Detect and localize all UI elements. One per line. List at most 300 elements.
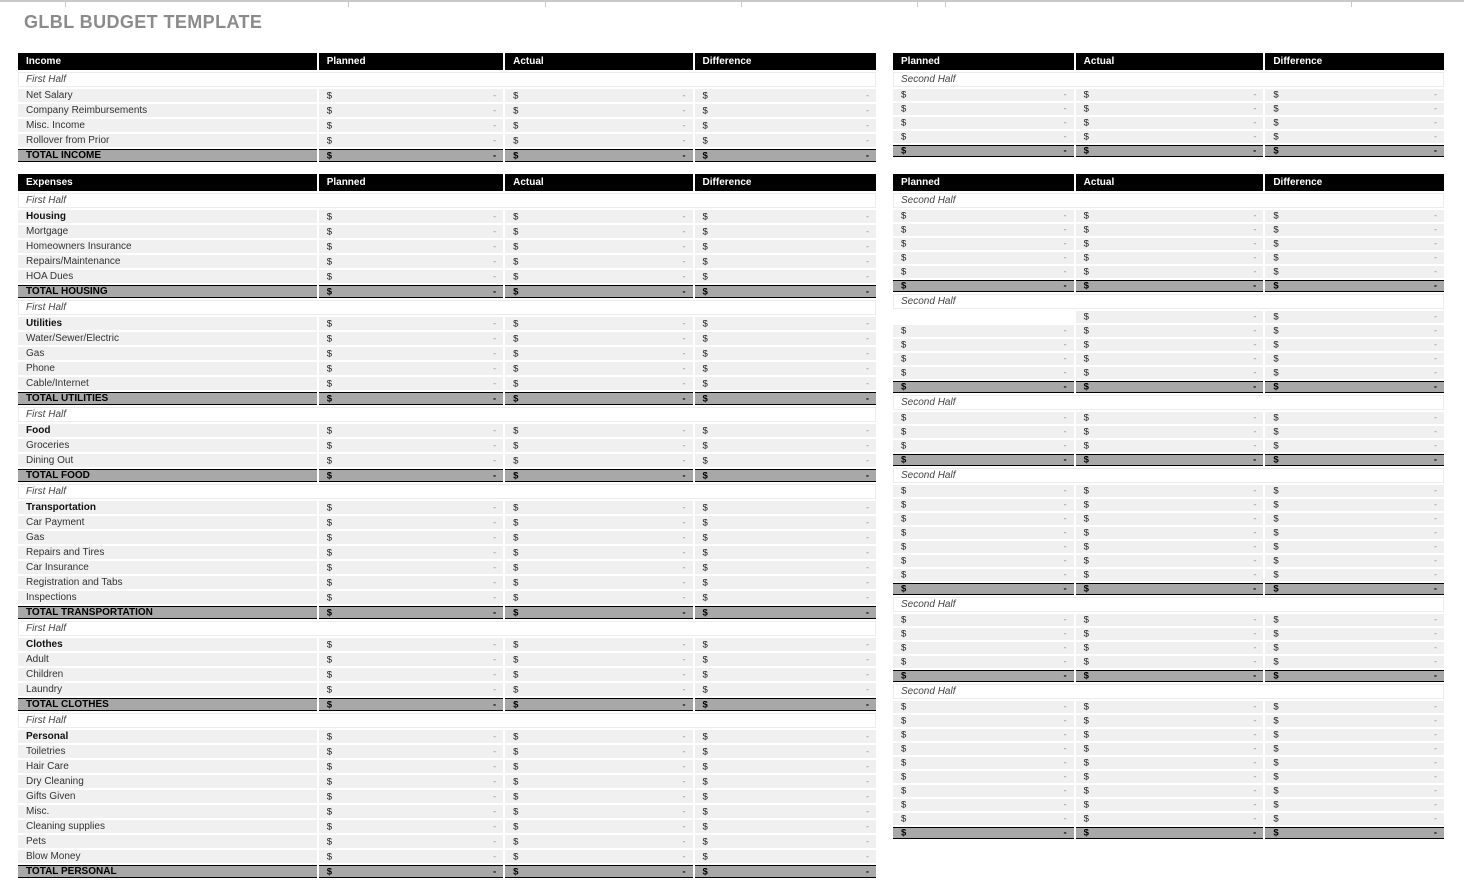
money-cell[interactable]: [319, 240, 503, 253]
money-cell[interactable]: [505, 683, 692, 696]
money-cell[interactable]: [1265, 89, 1444, 101]
money-cell[interactable]: [319, 104, 503, 117]
money-cell[interactable]: [1076, 541, 1264, 553]
money-cell[interactable]: [1265, 412, 1444, 424]
money-cell[interactable]: [505, 362, 692, 375]
cell-value: -: [865, 393, 869, 404]
money-cell[interactable]: [695, 424, 876, 437]
currency-symbol: $: [326, 440, 332, 451]
currency-symbol: $: [1083, 89, 1089, 101]
money-cell[interactable]: [893, 771, 1074, 783]
money-cell[interactable]: [1265, 499, 1444, 511]
money-cell[interactable]: [505, 225, 692, 238]
money-cell[interactable]: [1265, 757, 1444, 769]
money-cell[interactable]: [1265, 426, 1444, 438]
cell-value: -: [866, 271, 869, 281]
money-cell[interactable]: [695, 638, 876, 651]
money-cell[interactable]: [695, 270, 876, 283]
table-row: [18, 270, 876, 283]
total-row: [18, 698, 876, 711]
money-cell[interactable]: [1076, 656, 1264, 668]
category-label: Clothes: [18, 638, 317, 651]
currency-symbol: $: [1083, 757, 1089, 769]
currency-symbol: $: [326, 378, 332, 389]
money-cell[interactable]: [893, 210, 1074, 222]
money-cell[interactable]: [1076, 771, 1264, 783]
currency-symbol: $: [326, 532, 332, 543]
money-cell[interactable]: [1076, 325, 1264, 337]
money-cell[interactable]: [893, 642, 1074, 654]
money-cell[interactable]: [1076, 89, 1264, 101]
currency-symbol: $: [901, 701, 907, 713]
currency-symbol: $: [901, 670, 907, 682]
money-cell[interactable]: [319, 531, 503, 544]
money-cell[interactable]: [319, 576, 503, 589]
money-cell[interactable]: [319, 820, 503, 833]
cell-value: -: [493, 684, 497, 694]
money-cell[interactable]: [1076, 628, 1264, 640]
money-cell[interactable]: [893, 541, 1074, 553]
currency-symbol: $: [901, 827, 907, 839]
money-cell[interactable]: [1265, 117, 1444, 129]
money-cell[interactable]: [893, 656, 1074, 668]
currency-symbol: $: [326, 791, 332, 802]
money-cell[interactable]: [1265, 743, 1444, 755]
money-cell[interactable]: [319, 516, 503, 529]
money-cell[interactable]: [1076, 701, 1264, 713]
money-cell[interactable]: [695, 730, 876, 743]
money-cell[interactable]: [1076, 729, 1264, 741]
money-cell[interactable]: [695, 439, 876, 452]
money-cell[interactable]: [893, 513, 1074, 525]
money-cell[interactable]: [319, 591, 503, 604]
money-cell[interactable]: [1076, 527, 1264, 539]
money-cell[interactable]: [695, 255, 876, 268]
cell-value: -: [492, 393, 497, 404]
money-cell[interactable]: [505, 790, 692, 803]
cell-value: -: [682, 90, 686, 100]
currency-symbol: $: [513, 577, 519, 588]
money-cell[interactable]: [695, 653, 876, 666]
money-cell[interactable]: [1076, 799, 1264, 811]
money-cell[interactable]: [1076, 485, 1264, 497]
money-cell[interactable]: [1265, 513, 1444, 525]
money-cell[interactable]: [319, 362, 503, 375]
money-cell[interactable]: [319, 454, 503, 467]
money-cell[interactable]: [893, 440, 1074, 452]
money-cell[interactable]: [319, 638, 503, 651]
money-cell[interactable]: [505, 653, 692, 666]
money-cell[interactable]: [1265, 614, 1444, 626]
total-money-cell: [505, 698, 692, 711]
cell-value: -: [682, 286, 686, 297]
money-cell[interactable]: [1076, 339, 1264, 351]
money-cell[interactable]: [319, 745, 503, 758]
money-cell[interactable]: [695, 516, 876, 529]
money-cell[interactable]: [695, 89, 876, 102]
currency-symbol: $: [901, 729, 907, 741]
money-cell[interactable]: [1265, 813, 1444, 825]
table-row: [18, 134, 876, 147]
money-cell[interactable]: [1265, 266, 1444, 278]
currency-symbol: $: [901, 266, 907, 278]
money-cell[interactable]: [1265, 485, 1444, 497]
money-cell[interactable]: [1076, 499, 1264, 511]
money-cell[interactable]: [319, 332, 503, 345]
cell-value: -: [492, 286, 497, 297]
money-cell[interactable]: [1076, 715, 1264, 727]
total-money-cell: [319, 698, 503, 711]
currency-symbol: $: [326, 731, 332, 742]
money-cell[interactable]: [893, 569, 1074, 581]
money-cell[interactable]: [505, 668, 692, 681]
cell-value: -: [493, 241, 497, 251]
total-money-cell: [695, 392, 876, 405]
table-header-row: [18, 174, 876, 191]
table-row: [18, 439, 876, 452]
money-cell[interactable]: [695, 347, 876, 360]
money-cell[interactable]: [893, 367, 1074, 379]
money-cell[interactable]: [1076, 614, 1264, 626]
money-cell[interactable]: [893, 117, 1074, 129]
money-cell[interactable]: [1076, 412, 1264, 424]
money-cell[interactable]: [1076, 513, 1264, 525]
expense-item-label: Dining Out: [18, 454, 317, 467]
money-cell[interactable]: [893, 743, 1074, 755]
money-cell[interactable]: [505, 850, 692, 863]
currency-symbol: $: [513, 684, 519, 695]
money-cell[interactable]: [1265, 729, 1444, 741]
category-row: [893, 311, 1444, 323]
expense-item-label: Blow Money: [18, 850, 317, 863]
money-cell[interactable]: [1076, 813, 1264, 825]
currency-symbol: $: [1273, 771, 1279, 783]
money-cell[interactable]: [695, 225, 876, 238]
money-cell[interactable]: [505, 516, 692, 529]
cell-value: -: [865, 866, 869, 877]
money-cell[interactable]: [1265, 238, 1444, 250]
money-cell[interactable]: [1265, 339, 1444, 351]
money-cell[interactable]: [505, 745, 692, 758]
money-cell[interactable]: [319, 347, 503, 360]
money-cell[interactable]: [1076, 238, 1264, 250]
period-row: [18, 621, 876, 636]
table-row: [18, 255, 876, 268]
table-row: [893, 339, 1444, 351]
money-cell[interactable]: [1265, 541, 1444, 553]
money-cell[interactable]: [893, 799, 1074, 811]
money-cell[interactable]: [1265, 569, 1444, 581]
money-cell[interactable]: [505, 531, 692, 544]
money-cell[interactable]: [505, 820, 692, 833]
money-cell[interactable]: [1265, 628, 1444, 640]
money-cell[interactable]: [695, 119, 876, 132]
money-cell[interactable]: [1076, 743, 1264, 755]
money-cell[interactable]: [505, 638, 692, 651]
money-cell[interactable]: [505, 317, 692, 330]
money-cell[interactable]: [505, 576, 692, 589]
money-cell[interactable]: [505, 835, 692, 848]
cell-value: -: [1253, 252, 1257, 263]
currency-symbol: $: [901, 280, 907, 292]
currency-symbol: $: [1273, 827, 1279, 839]
money-cell[interactable]: [893, 715, 1074, 727]
money-cell[interactable]: [893, 628, 1074, 640]
money-cell[interactable]: [695, 210, 876, 223]
total-money-cell: [1076, 583, 1264, 595]
money-cell[interactable]: [695, 775, 876, 788]
period-row: [893, 193, 1444, 208]
currency-symbol: $: [1083, 412, 1089, 424]
money-cell[interactable]: [1265, 642, 1444, 654]
money-cell[interactable]: [893, 238, 1074, 250]
total-money-cell: [893, 583, 1074, 595]
money-cell[interactable]: [695, 576, 876, 589]
money-cell[interactable]: [695, 454, 876, 467]
money-cell[interactable]: [695, 332, 876, 345]
money-cell[interactable]: [695, 546, 876, 559]
money-cell[interactable]: [505, 546, 692, 559]
money-cell[interactable]: [1265, 527, 1444, 539]
money-cell[interactable]: [1265, 555, 1444, 567]
table-row: [893, 555, 1444, 567]
money-cell[interactable]: [893, 757, 1074, 769]
money-cell[interactable]: [1265, 771, 1444, 783]
cell-value: -: [1253, 527, 1257, 538]
money-cell[interactable]: [1265, 440, 1444, 452]
money-cell[interactable]: [505, 332, 692, 345]
money-cell[interactable]: [1076, 785, 1264, 797]
money-cell[interactable]: [695, 591, 876, 604]
money-cell[interactable]: [1076, 569, 1264, 581]
money-cell[interactable]: [893, 103, 1074, 115]
money-cell[interactable]: [505, 730, 692, 743]
money-cell[interactable]: [893, 339, 1074, 351]
money-cell[interactable]: [319, 835, 503, 848]
money-cell[interactable]: [505, 210, 692, 223]
cell-value: -: [866, 105, 869, 115]
expense-item-label: Misc.: [18, 805, 317, 818]
money-cell[interactable]: [893, 729, 1074, 741]
money-cell[interactable]: [1076, 757, 1264, 769]
money-cell[interactable]: [505, 240, 692, 253]
currency-symbol: $: [1083, 454, 1089, 466]
money-cell[interactable]: [893, 224, 1074, 236]
money-cell[interactable]: [893, 555, 1074, 567]
money-cell[interactable]: [695, 683, 876, 696]
money-cell[interactable]: [505, 561, 692, 574]
money-cell[interactable]: [695, 745, 876, 758]
cell-value: -: [1063, 569, 1067, 580]
money-cell[interactable]: [505, 439, 692, 452]
money-cell[interactable]: [319, 210, 503, 223]
money-cell[interactable]: [1076, 367, 1264, 379]
cell-value: -: [1063, 827, 1067, 839]
money-cell[interactable]: [695, 760, 876, 773]
money-cell[interactable]: [1076, 353, 1264, 365]
money-cell[interactable]: [1076, 311, 1264, 323]
money-cell[interactable]: [1076, 210, 1264, 222]
currency-symbol: $: [901, 325, 907, 337]
total-money-cell: [319, 606, 503, 619]
money-cell[interactable]: [1265, 715, 1444, 727]
money-cell[interactable]: [1076, 117, 1264, 129]
cell-value: -: [682, 851, 686, 861]
money-cell[interactable]: [893, 813, 1074, 825]
money-cell[interactable]: [505, 89, 692, 102]
money-cell[interactable]: [695, 240, 876, 253]
money-cell[interactable]: [893, 412, 1074, 424]
money-cell[interactable]: [319, 501, 503, 514]
money-cell[interactable]: [893, 426, 1074, 438]
money-cell[interactable]: [893, 614, 1074, 626]
money-cell[interactable]: [1265, 252, 1444, 264]
money-cell[interactable]: [505, 119, 692, 132]
money-cell[interactable]: [893, 252, 1074, 264]
money-cell[interactable]: [695, 317, 876, 330]
money-cell[interactable]: [505, 255, 692, 268]
money-cell[interactable]: [1265, 311, 1444, 323]
money-cell[interactable]: [1265, 656, 1444, 668]
money-cell[interactable]: [319, 683, 503, 696]
money-cell[interactable]: [505, 347, 692, 360]
money-cell[interactable]: [319, 546, 503, 559]
money-cell[interactable]: [319, 760, 503, 773]
money-cell[interactable]: [893, 701, 1074, 713]
money-cell[interactable]: [695, 668, 876, 681]
money-cell[interactable]: [893, 266, 1074, 278]
money-cell[interactable]: [1076, 426, 1264, 438]
money-cell[interactable]: [695, 501, 876, 514]
money-cell[interactable]: [695, 561, 876, 574]
money-cell[interactable]: [893, 527, 1074, 539]
money-cell[interactable]: [695, 790, 876, 803]
money-cell[interactable]: [1265, 325, 1444, 337]
money-cell[interactable]: [1076, 555, 1264, 567]
money-cell[interactable]: [505, 760, 692, 773]
money-cell[interactable]: [1265, 131, 1444, 143]
money-cell[interactable]: [505, 270, 692, 283]
money-cell[interactable]: [1265, 210, 1444, 222]
money-cell[interactable]: [505, 424, 692, 437]
money-cell[interactable]: [505, 454, 692, 467]
money-cell[interactable]: [319, 377, 503, 390]
currency-symbol: $: [1273, 210, 1279, 222]
cell-value: -: [1434, 210, 1437, 221]
money-cell[interactable]: [319, 790, 503, 803]
cell-value: -: [866, 378, 869, 388]
currency-symbol: $: [702, 226, 708, 237]
money-cell[interactable]: [505, 591, 692, 604]
money-cell[interactable]: [319, 317, 503, 330]
cell-value: -: [866, 836, 869, 846]
currency-symbol: $: [326, 211, 332, 222]
money-cell[interactable]: [695, 104, 876, 117]
money-cell[interactable]: [505, 805, 692, 818]
cell-value: -: [682, 836, 686, 846]
money-cell[interactable]: [695, 820, 876, 833]
cell-value: -: [1253, 785, 1257, 796]
money-cell[interactable]: [893, 353, 1074, 365]
money-cell[interactable]: [1265, 353, 1444, 365]
column-header-difference: Difference: [1265, 53, 1444, 70]
cell-value: -: [1434, 813, 1437, 824]
money-cell[interactable]: [1076, 224, 1264, 236]
money-cell[interactable]: [505, 775, 692, 788]
currency-symbol: $: [702, 836, 708, 847]
money-cell[interactable]: [695, 850, 876, 863]
money-cell[interactable]: [319, 805, 503, 818]
money-cell[interactable]: [319, 424, 503, 437]
money-cell[interactable]: [695, 805, 876, 818]
currency-symbol: $: [326, 120, 332, 131]
money-cell[interactable]: [1265, 224, 1444, 236]
money-cell[interactable]: [893, 785, 1074, 797]
money-cell[interactable]: [893, 89, 1074, 101]
currency-symbol: $: [326, 821, 332, 832]
money-cell[interactable]: [1265, 103, 1444, 115]
total-money-cell: [893, 280, 1074, 292]
money-cell[interactable]: [319, 561, 503, 574]
money-cell[interactable]: [319, 89, 503, 102]
cell-value: -: [493, 120, 497, 130]
money-cell[interactable]: [695, 835, 876, 848]
money-cell[interactable]: [319, 225, 503, 238]
money-cell[interactable]: [319, 439, 503, 452]
cell-value: -: [1434, 729, 1437, 740]
currency-symbol: $: [901, 799, 907, 811]
money-cell[interactable]: [319, 730, 503, 743]
cell-value: -: [1253, 701, 1257, 712]
money-cell[interactable]: [319, 775, 503, 788]
table-row: [18, 561, 876, 574]
money-cell[interactable]: [319, 668, 503, 681]
money-cell[interactable]: [1265, 367, 1444, 379]
money-cell[interactable]: [1265, 701, 1444, 713]
money-cell[interactable]: [893, 325, 1074, 337]
expense-item-label: Children: [18, 668, 317, 681]
money-cell[interactable]: [893, 131, 1074, 143]
money-cell[interactable]: [695, 531, 876, 544]
money-cell[interactable]: [319, 270, 503, 283]
expense-item-label: Car Payment: [18, 516, 317, 529]
money-cell[interactable]: [319, 134, 503, 147]
total-money-cell: [1076, 280, 1264, 292]
empty-cell: [893, 311, 1074, 323]
money-cell[interactable]: [505, 501, 692, 514]
money-cell[interactable]: [695, 134, 876, 147]
money-cell[interactable]: [319, 653, 503, 666]
money-cell[interactable]: [1076, 131, 1264, 143]
money-cell[interactable]: [1076, 266, 1264, 278]
money-cell[interactable]: [319, 119, 503, 132]
money-cell[interactable]: [893, 485, 1074, 497]
money-cell[interactable]: [695, 377, 876, 390]
money-cell[interactable]: [1076, 642, 1264, 654]
money-cell[interactable]: [1076, 440, 1264, 452]
money-cell[interactable]: [1265, 799, 1444, 811]
money-cell[interactable]: [893, 499, 1074, 511]
money-cell[interactable]: [505, 104, 692, 117]
money-cell[interactable]: [319, 255, 503, 268]
money-cell[interactable]: [505, 377, 692, 390]
money-cell[interactable]: [695, 362, 876, 375]
money-cell[interactable]: [319, 850, 503, 863]
money-cell[interactable]: [1076, 252, 1264, 264]
money-cell[interactable]: [1076, 103, 1264, 115]
money-cell[interactable]: [505, 134, 692, 147]
money-cell[interactable]: [1265, 785, 1444, 797]
